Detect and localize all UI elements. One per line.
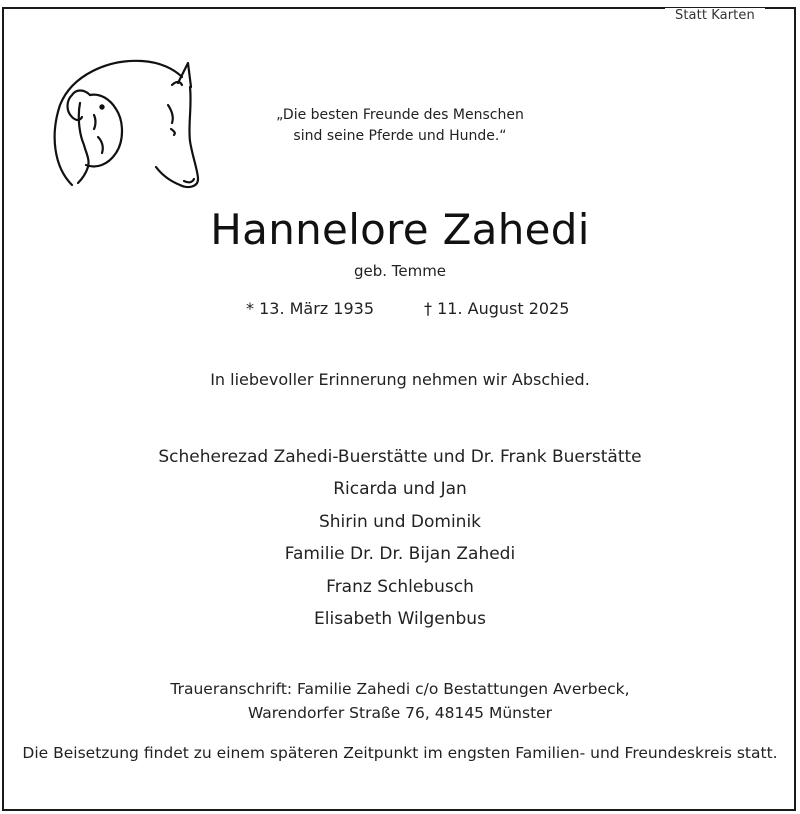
deceased-name: Hannelore Zahedi — [210, 205, 590, 254]
list-item: Familie Dr. Dr. Bijan Zahedi — [284, 544, 516, 565]
mourners-list — [0, 441, 800, 635]
quote-line-2: sind seine Pferde und Hunde.“ — [293, 128, 507, 144]
list-item: Scheherezad Zahedi-Buerstätte und Dr. Frank Buerstätte — [158, 447, 642, 467]
birth-date: * 13. März 1935 — [246, 299, 375, 318]
mourning-address — [0, 677, 800, 725]
address-line-2: Warendorfer Straße 76, 48145 Münster — [247, 704, 553, 722]
burial-note: Die Beisetzung findet zu einem späteren Zeitpunkt im engsten Familien- und Freundeskreis statt. — [22, 744, 778, 762]
list-item: Franz Schlebusch — [326, 576, 474, 597]
list-item: Shirin und Dominik — [318, 511, 482, 532]
statt-karten-label: Statt Karten — [665, 8, 765, 23]
death-date: † 11. August 2025 — [424, 299, 570, 318]
quote-line-1: „Die besten Freunde des Menschen — [276, 107, 524, 123]
birth-name: geb. Temme — [353, 262, 447, 280]
list-item: Elisabeth Wilgenbus — [314, 609, 486, 630]
farewell-text: In liebevoller Erinnerung nehmen wir Abschied. — [210, 370, 590, 389]
address-line-1: Traueranschrift: Familie Zahedi c/o Bestattungen Averbeck, — [170, 680, 630, 698]
list-item: Ricarda und Jan — [333, 479, 467, 500]
horse-and-dog-icon — [50, 55, 205, 195]
quote — [240, 105, 560, 147]
